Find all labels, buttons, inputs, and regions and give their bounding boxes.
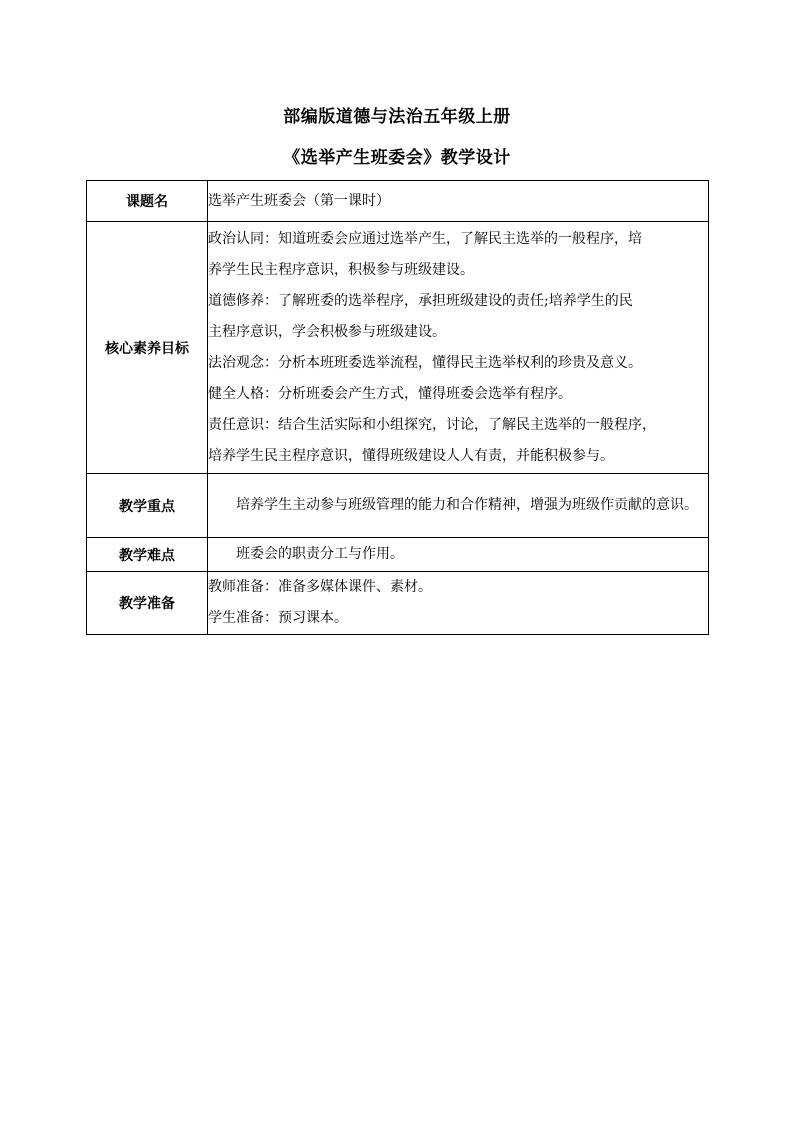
- difficulties-text: 班委会的职责分工与作用。: [236, 546, 404, 562]
- goals-line: 责任意识：结合生活实际和小组探究，讨论，了解民主选举的一般程序，: [208, 416, 656, 433]
- preparation-line: 教师准备：准备多媒体课件、素材。: [208, 579, 432, 595]
- goals-line: 养学生民主程序意识，积极参与班级建设。: [208, 261, 474, 278]
- difficulties-content: [208, 538, 709, 572]
- topic-value: [208, 181, 709, 222]
- table-row-preparation: [87, 572, 709, 635]
- goals-line: 政治认同：知道班委会应通过选举产生，了解民主选举的一般程序，培: [208, 230, 642, 247]
- key-points-label: 教学重点: [87, 474, 208, 538]
- goals-content: [208, 222, 709, 474]
- lesson-plan-table: [86, 180, 709, 635]
- preparation-content: [208, 572, 709, 635]
- key-points-text: 培养学生主动参与班级管理的能力和合作精神，增强为班级作贡献的意识。: [236, 497, 698, 513]
- goals-line: 法治观念：分析本班班委选举流程，懂得民主选举权利的珍贵及意义。: [208, 354, 642, 371]
- table-row-goals: [87, 222, 709, 474]
- table-row-key-points: [87, 474, 709, 538]
- goals-line: 道德修养：了解班委的选举程序，承担班级建设的责任;培养学生的民: [208, 292, 633, 309]
- topic-text: 选举产生班委会（第一课时）: [208, 192, 390, 209]
- goals-line: 主程序意识，学会积极参与班级建设。: [208, 323, 446, 340]
- preparation-label: 教学准备: [87, 572, 208, 635]
- key-points-content: [208, 474, 709, 538]
- document-title: 部编版道德与法治五年级上册: [283, 107, 511, 127]
- table-row-difficulties: [87, 538, 709, 572]
- topic-label: 课题名: [87, 181, 208, 222]
- goals-line: 培养学生民主程序意识，懂得班级建设人人有责，并能积极参与。: [208, 447, 614, 464]
- table-row-topic: [87, 181, 709, 222]
- difficulties-label: 教学难点: [87, 538, 208, 572]
- goals-label: 核心素养目标: [87, 222, 208, 474]
- preparation-line: 学生准备：预习课本。: [208, 610, 348, 626]
- goals-line: 健全人格：分析班委会产生方式，懂得班委会选举有程序。: [208, 385, 572, 402]
- document-subtitle: 《选举产生班委会》教学设计: [283, 148, 511, 168]
